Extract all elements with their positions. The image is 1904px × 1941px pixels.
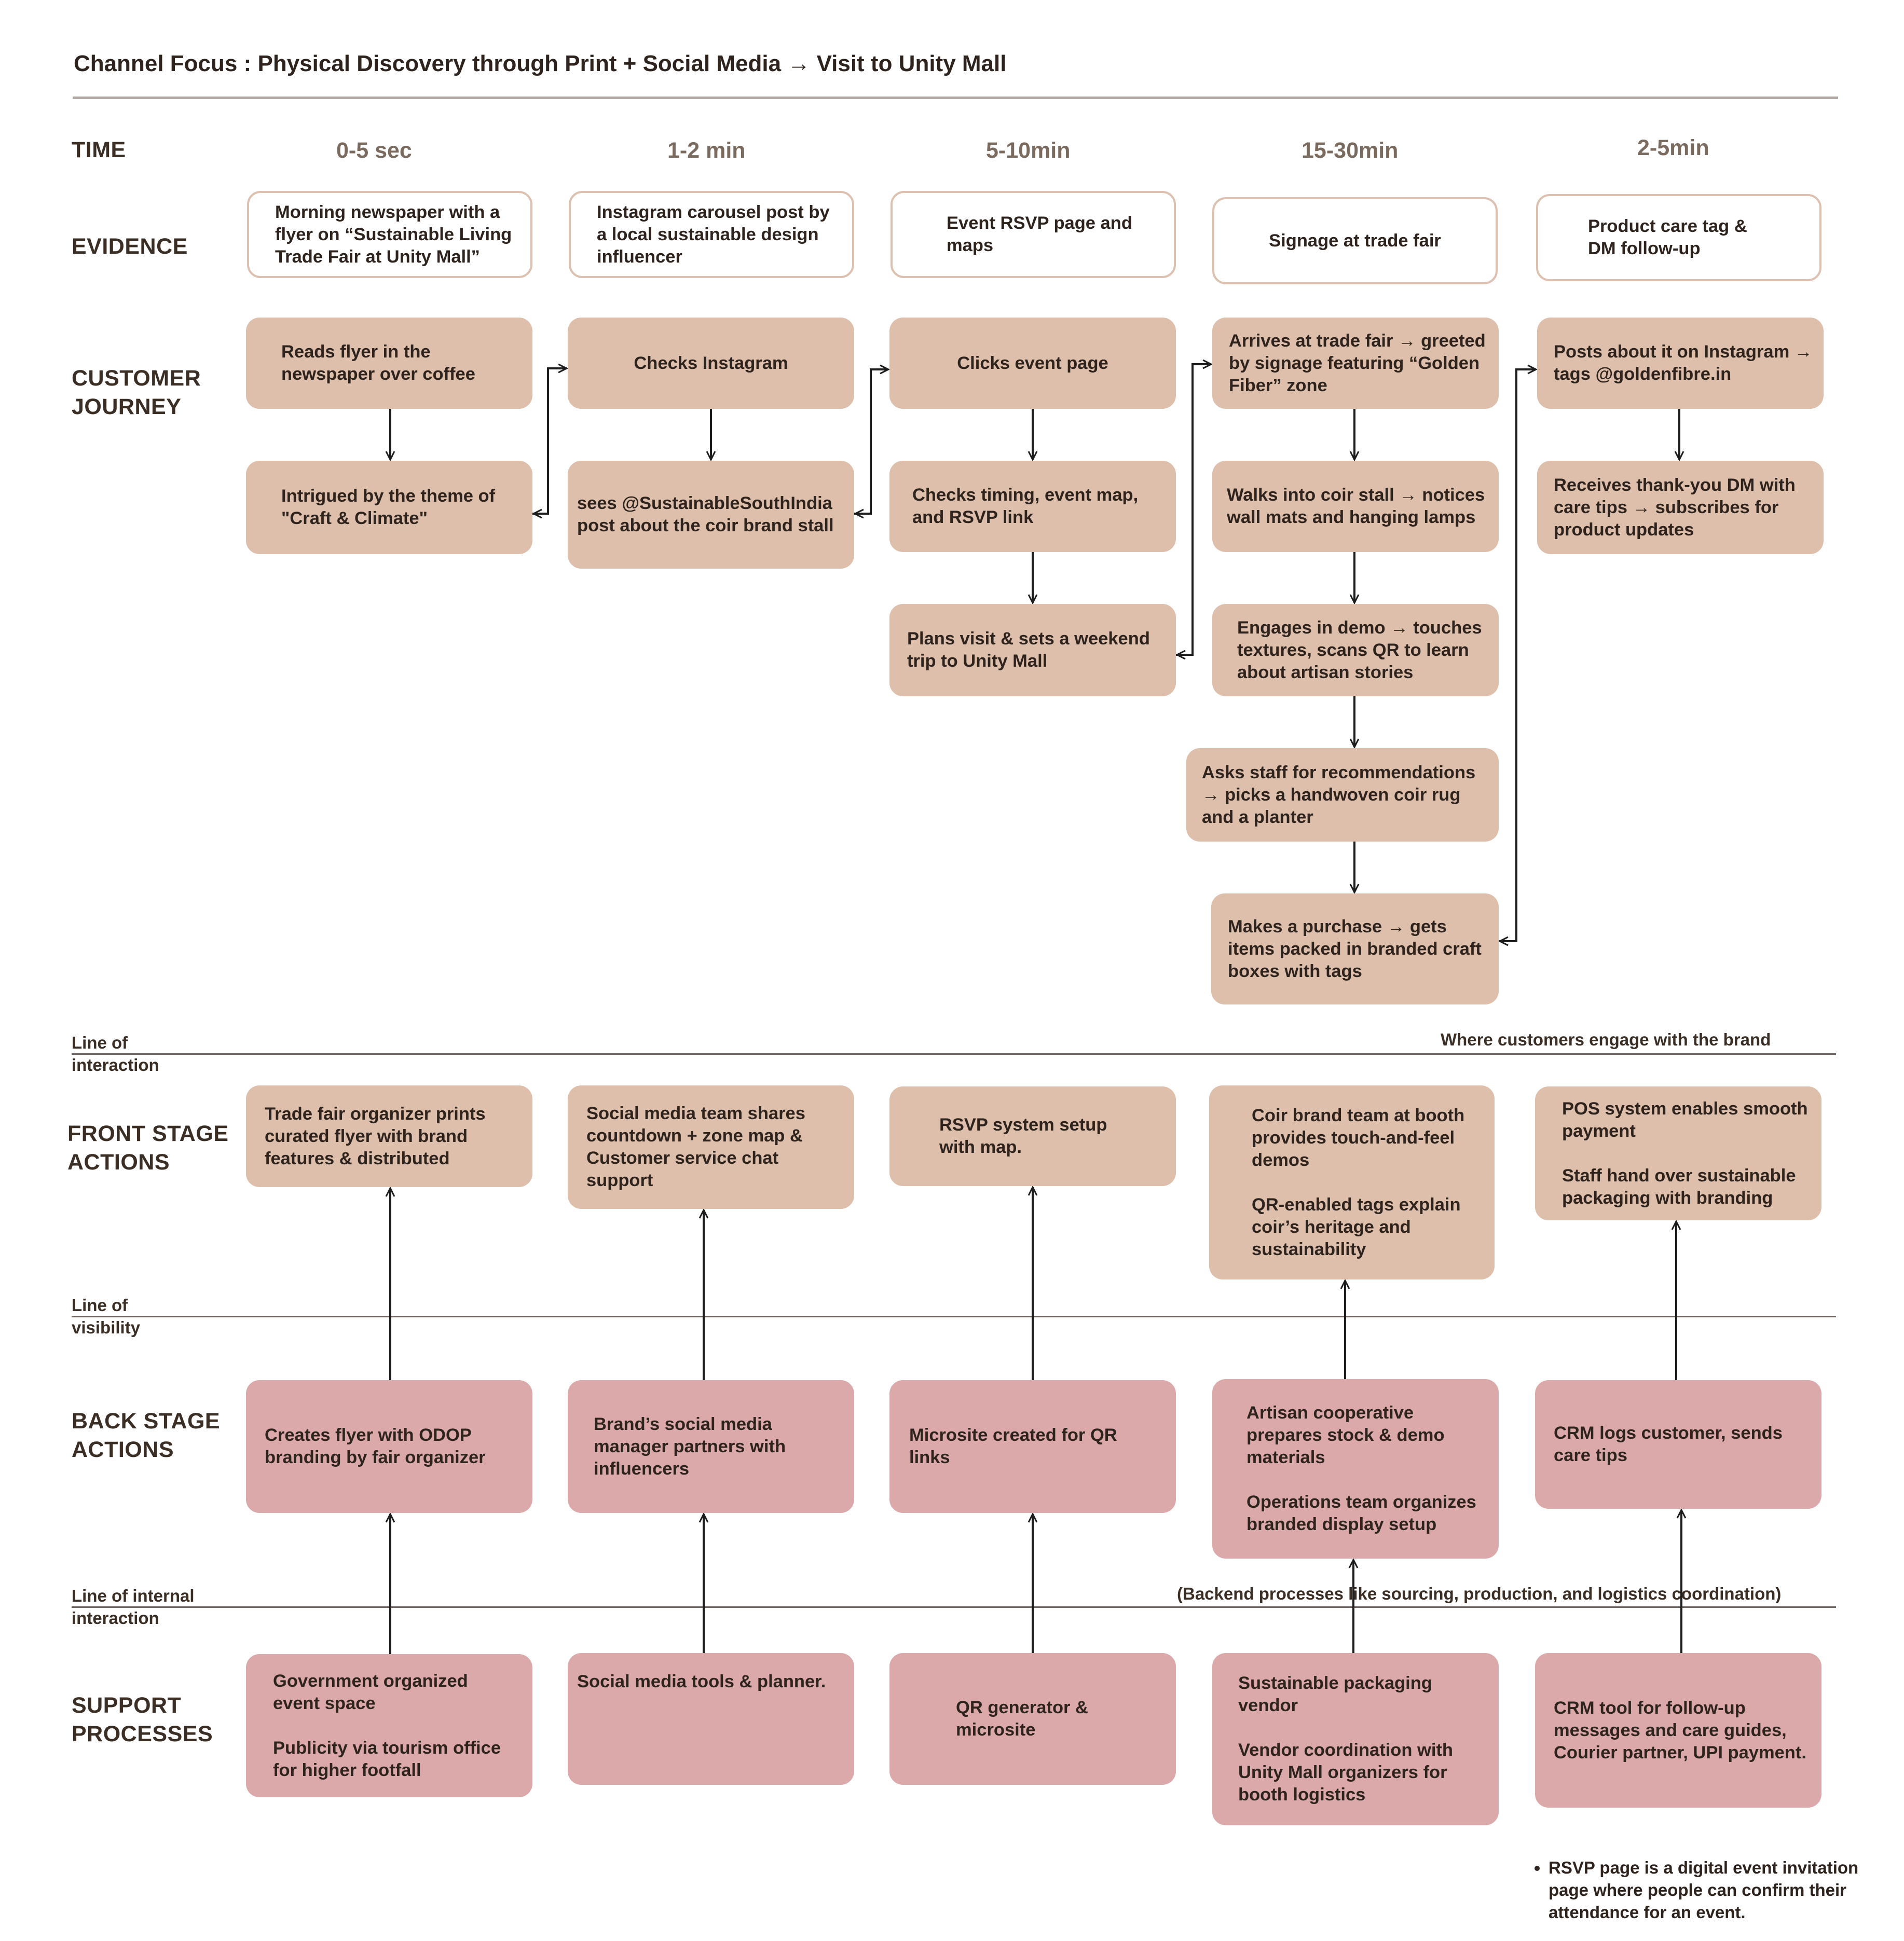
journey-text-5-2: Receives thank-you DM with care tips → subscribes for product updates [1554,475,1796,540]
row-label-customer-journey: CUSTOMER JOURNEY [72,366,201,419]
time-label-5: 2-5min [1637,135,1709,160]
support-text-4: Sustainable packaging vendor Vendor coordination with Unity Mall organizers for booth logistics [1238,1673,1453,1805]
front-stage-text-2: Social media team shares countdown + zone map & Customer service chat support [586,1104,805,1190]
title-divider [73,97,1838,99]
journey-step-3-3 [889,604,1176,696]
journey-text-3-3: Plans visit & sets a weekend trip to Unity Mall [907,629,1150,671]
line-of-internal-interaction-label: Line of internal interaction [72,1586,195,1628]
front-stage-card-2 [568,1085,854,1209]
time-label-4: 15-30min [1302,138,1399,163]
evidence-card-3 [891,191,1176,278]
evidence-card-5 [1536,194,1821,281]
row-label-time: TIME [72,137,126,162]
line-of-interaction-note: Where customers engage with the brand [1441,1030,1771,1049]
row-label-front-stage: FRONT STAGE ACTIONS [67,1121,229,1175]
diagram-title: Channel Focus : Physical Discovery through Print + Social Media → Visit to Unity Mall [74,51,1007,76]
journey-step-3-1 [889,318,1176,409]
journey-step-2-2 [568,461,854,569]
journey-text-3-2: Checks timing, event map, and RSVP link [912,485,1139,527]
row-label-support: SUPPORT PROCESSES [72,1693,213,1746]
evidence-card-4 [1212,197,1498,284]
support-card-5 [1535,1653,1821,1808]
journey-step-4-5 [1211,893,1499,1004]
support-card-1 [246,1654,532,1797]
support-card-3 [889,1653,1176,1785]
line-of-visibility [72,1316,1836,1317]
front-stage-card-4 [1209,1085,1495,1279]
row-label-back-stage: BACK STAGE ACTIONS [72,1409,221,1462]
support-card-4 [1212,1653,1499,1825]
support-text-2: Social media tools & planner. [577,1672,826,1691]
journey-text-4-2: Walks into coir stall → notices wall mats and hanging lamps [1227,485,1485,527]
back-stage-card-5 [1535,1380,1821,1509]
evidence-text-3: Event RSVP page and maps [947,213,1132,255]
back-stage-text-4: Artisan cooperative prepares stock & demo materials Operations team organizes branded display setup [1246,1403,1476,1534]
front-stage-card-5 [1535,1086,1821,1220]
journey-text-1-1: Reads flyer in the newspaper over coffee [281,342,475,384]
front-stage-card-3 [889,1086,1176,1186]
journey-step-2-1 [568,318,854,409]
support-text-5: CRM tool for follow-up messages and care guides, Courier partner, UPI payment. [1554,1698,1806,1763]
journey-step-5-2 [1537,461,1824,554]
journey-text-4-5: Makes a purchase → gets items packed in branded craft boxes with tags [1228,916,1482,981]
journey-text-5-1: Posts about it on Instagram → tags @goldenfibre.in [1554,342,1813,384]
front-stage-text-4: Coir brand team at booth provides touch-and-feel demos QR-enabled tags explain coir’s heritage and sustainability [1252,1105,1465,1259]
front-stage-text-3: RSVP system setup with map. [939,1115,1107,1157]
back-stage-card-3 [889,1380,1176,1513]
evidence-text-4: Signage at trade fair [1269,230,1441,251]
journey-step-4-3 [1212,604,1499,696]
time-label-1: 0-5 sec [336,138,412,163]
journey-text-4-3: Engages in demo → touches textures, scans QR to learn about artisan stories [1237,617,1482,682]
journey-step-1-1 [246,318,532,409]
back-stage-text-3: Microsite created for QR links [909,1425,1117,1467]
support-text-1: Government organized event space Publicity via tourism office for higher footfall [273,1671,501,1780]
journey-text-2-1: Checks Instagram [634,353,788,373]
front-stage-card-1 [246,1085,532,1187]
back-stage-text-1: Creates flyer with ODOP branding by fair organizer [265,1425,486,1467]
line-of-internal-interaction [72,1606,1836,1608]
support-text-3: QR generator & microsite [956,1698,1088,1740]
journey-step-4-2 [1212,461,1499,552]
evidence-text-2: Instagram carousel post by a local sustainable design influencer [597,202,830,267]
journey-text-1-2: Intrigued by the theme of "Craft & Climate" [281,486,496,528]
journey-step-3-2 [889,461,1176,552]
back-stage-card-2 [568,1380,854,1513]
footnote [1531,1856,1863,1923]
front-stage-text-1: Trade fair organizer prints curated flyer with brand features & distributed [265,1104,486,1168]
evidence-card-2 [569,191,854,278]
footnote-text: • RSVP page is a digital event invitation page where people can confirm their attendance for an event. [1549,1856,1863,1923]
journey-text-3-1: Clicks event page [957,353,1108,373]
back-stage-card-4 [1212,1379,1499,1559]
line-of-interaction-label: Line of interaction [72,1033,159,1075]
row-label-evidence: EVIDENCE [72,234,188,259]
evidence-text-1: Morning newspaper with a flyer on “Sustainable Living Trade Fair at Unity Mall” [275,202,512,267]
evidence-card-1 [247,191,532,278]
journey-step-5-1 [1537,318,1824,409]
journey-step-4-4 [1186,748,1499,842]
journey-step-4-1 [1212,318,1499,409]
journey-text-4-1: Arrives at trade fair → greeted by signage featuring “Golden Fiber” zone [1229,331,1486,395]
support-card-2 [568,1653,854,1785]
line-of-visibility-label: Line of visibility [72,1296,141,1337]
arrow-j3-to-j4 [1176,364,1211,655]
line-of-internal-interaction-note: (Backend processes like sourcing, production, and logistics coordination) [1177,1584,1782,1603]
journey-step-1-2 [246,461,532,554]
evidence-text-5: Product care tag & DM follow-up [1588,216,1747,258]
time-label-3: 5-10min [986,138,1071,163]
back-stage-card-1 [246,1380,532,1513]
journey-text-2-2: sees @SustainableSouthIndia post about the coir brand stall [577,493,834,535]
arrow-j4-to-j5 [1499,369,1536,941]
arrow-j1-to-j2 [532,368,567,514]
back-stage-text-5: CRM logs customer, sends care tips [1554,1423,1783,1465]
time-label-2: 1-2 min [667,138,746,163]
front-stage-text-5: POS system enables smooth payment Staff hand over sustainable packaging with branding [1562,1098,1808,1208]
back-stage-text-2: Brand’s social media manager partners with influencers [594,1414,786,1479]
journey-text-4-4: Asks staff for recommendations → picks a handwoven coir rug and a planter [1202,762,1476,827]
line-of-interaction [72,1053,1836,1055]
arrow-j2-to-j3 [854,369,888,514]
